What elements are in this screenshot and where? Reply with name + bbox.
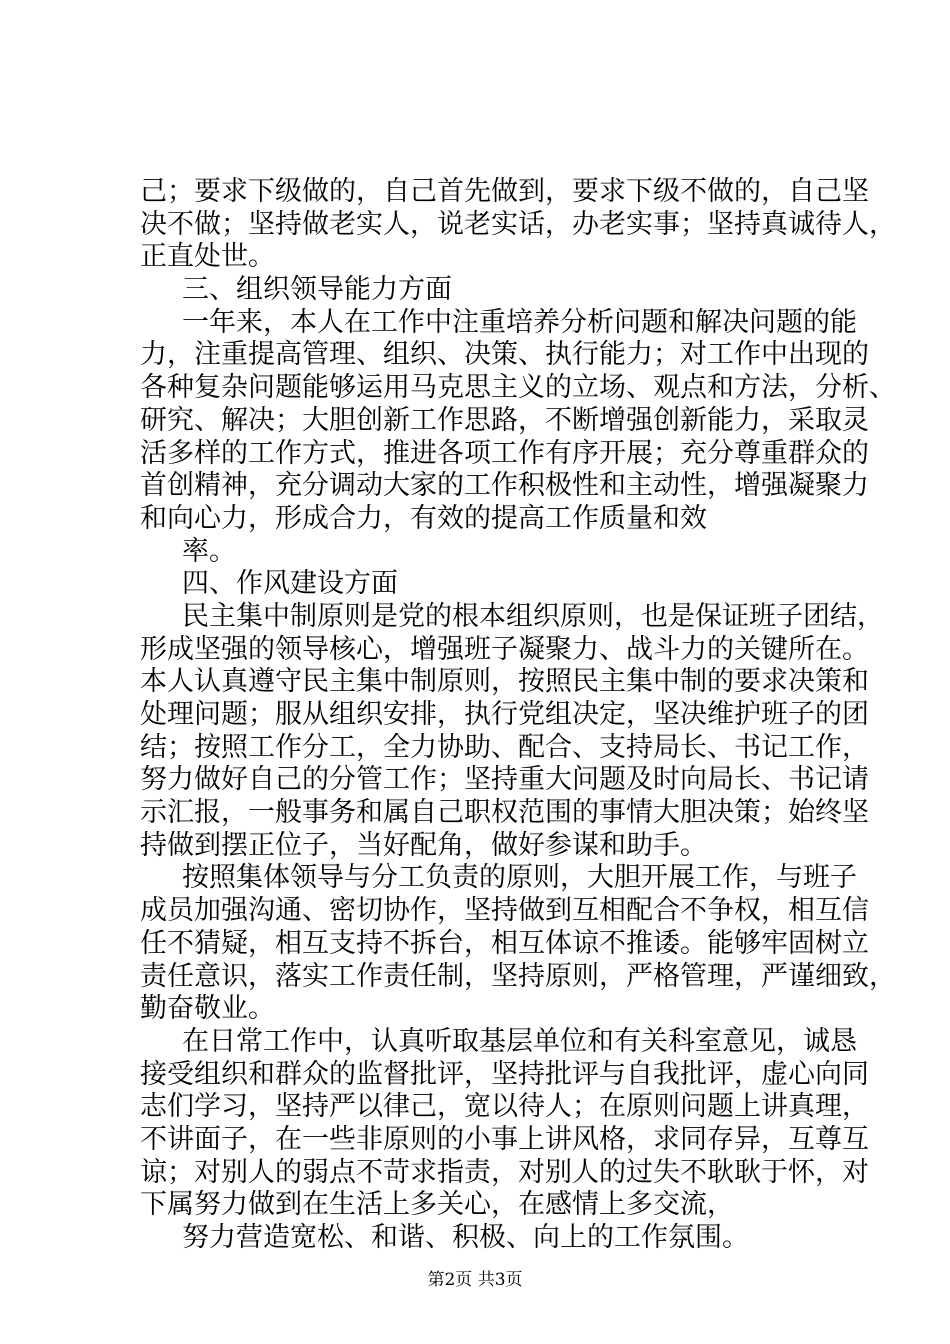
text-line: 四、作风建设方面	[182, 568, 398, 600]
text-line: 不讲面子，在一些非原则的小事上讲风格，求同存异，互尊互	[140, 1123, 869, 1155]
text-line: 民主集中制原则是党的根本组织原则，也是保证班子团结，	[182, 600, 884, 632]
text-line: 在日常工作中，认真听取基层单位和有关科室意见，诚恳	[182, 1025, 857, 1057]
text-line: 接受组织和群众的监督批评，坚持批评与自我批评，虚心向同	[140, 1058, 869, 1090]
text-line: 和向心力，形成合力，有效的提高工作质量和效	[140, 502, 707, 534]
text-line: 谅；对别人的弱点不苛求指责，对别人的过失不耿耿于怀，对	[140, 1156, 869, 1188]
text-line: 己；要求下级做的，自己首先做到，要求下级不做的，自己坚	[140, 176, 869, 207]
text-line: 志们学习，坚持严以律己，宽以待人；在原则问题上讲真理，	[140, 1091, 869, 1123]
text-line: 力，注重提高管理、组织、决策、执行能力；对工作中出现的	[140, 339, 869, 371]
text-line: 成员加强沟通、密切协作，坚持做到互相配合不争权，相互信	[140, 895, 869, 927]
text-line: 各种复杂问题能够运用马克思主义的立场、观点和方法，分析、	[140, 372, 896, 404]
text-line: 三、组织领导能力方面	[182, 274, 452, 306]
text-line: 努力营造宽松、和谐、积极、向上的工作氛围。	[182, 1222, 749, 1253]
text-line: 处理问题；服从组织安排，执行党组决定，坚决维护班子的团	[140, 699, 869, 730]
page-footer: 第2页 共3页	[427, 1270, 523, 1290]
text-line: 任不猜疑，相互支持不拆台，相互体谅不推诿。能够牢固树立	[140, 927, 869, 959]
text-line: 示汇报，一般事务和属自己职权范围的事情大胆决策；始终坚	[140, 797, 869, 829]
text-line: 努力做好自己的分管工作；坚持重大问题及时向局长、书记请	[140, 764, 869, 796]
text-line: 决不做；坚持做老实人，说老实话，办老实事；坚持真诚待人，	[140, 208, 896, 240]
text-line: 研究、解决；大胆创新工作思路，不断增强创新能力，采取灵	[140, 404, 869, 436]
text-line: 责任意识，落实工作责任制，坚持原则，严格管理，严谨细致，	[140, 960, 896, 992]
text-line: 率。	[182, 535, 236, 567]
body-text	[140, 176, 896, 1255]
text-line: 本人认真遵守民主集中制原则，按照民主集中制的要求决策和	[140, 666, 869, 698]
text-line: 形成坚强的领导核心，增强班子凝聚力、战斗力的关键所在。	[140, 633, 869, 665]
text-line: 首创精神，充分调动大家的工作积极性和主动性，增强凝聚力	[140, 470, 869, 502]
text-line: 活多样的工作方式，推进各项工作有序开展；充分尊重群众的	[140, 437, 869, 469]
text-line: 持做到摆正位子，当好配角，做好参谋和助手。	[140, 829, 707, 861]
text-line: 下属努力做到在生活上多关心，在感情上多交流，	[140, 1189, 734, 1221]
text-line: 一年来，本人在工作中注重培养分析问题和解决问题的能	[182, 306, 857, 338]
text-line: 按照集体领导与分工负责的原则，大胆开展工作，与班子	[182, 862, 857, 894]
text-line: 结；按照工作分工，全力协助、配合、支持局长、书记工作，	[140, 731, 869, 763]
text-line: 勤奋敬业。	[140, 993, 275, 1025]
text-line: 正直处世。	[140, 241, 275, 273]
